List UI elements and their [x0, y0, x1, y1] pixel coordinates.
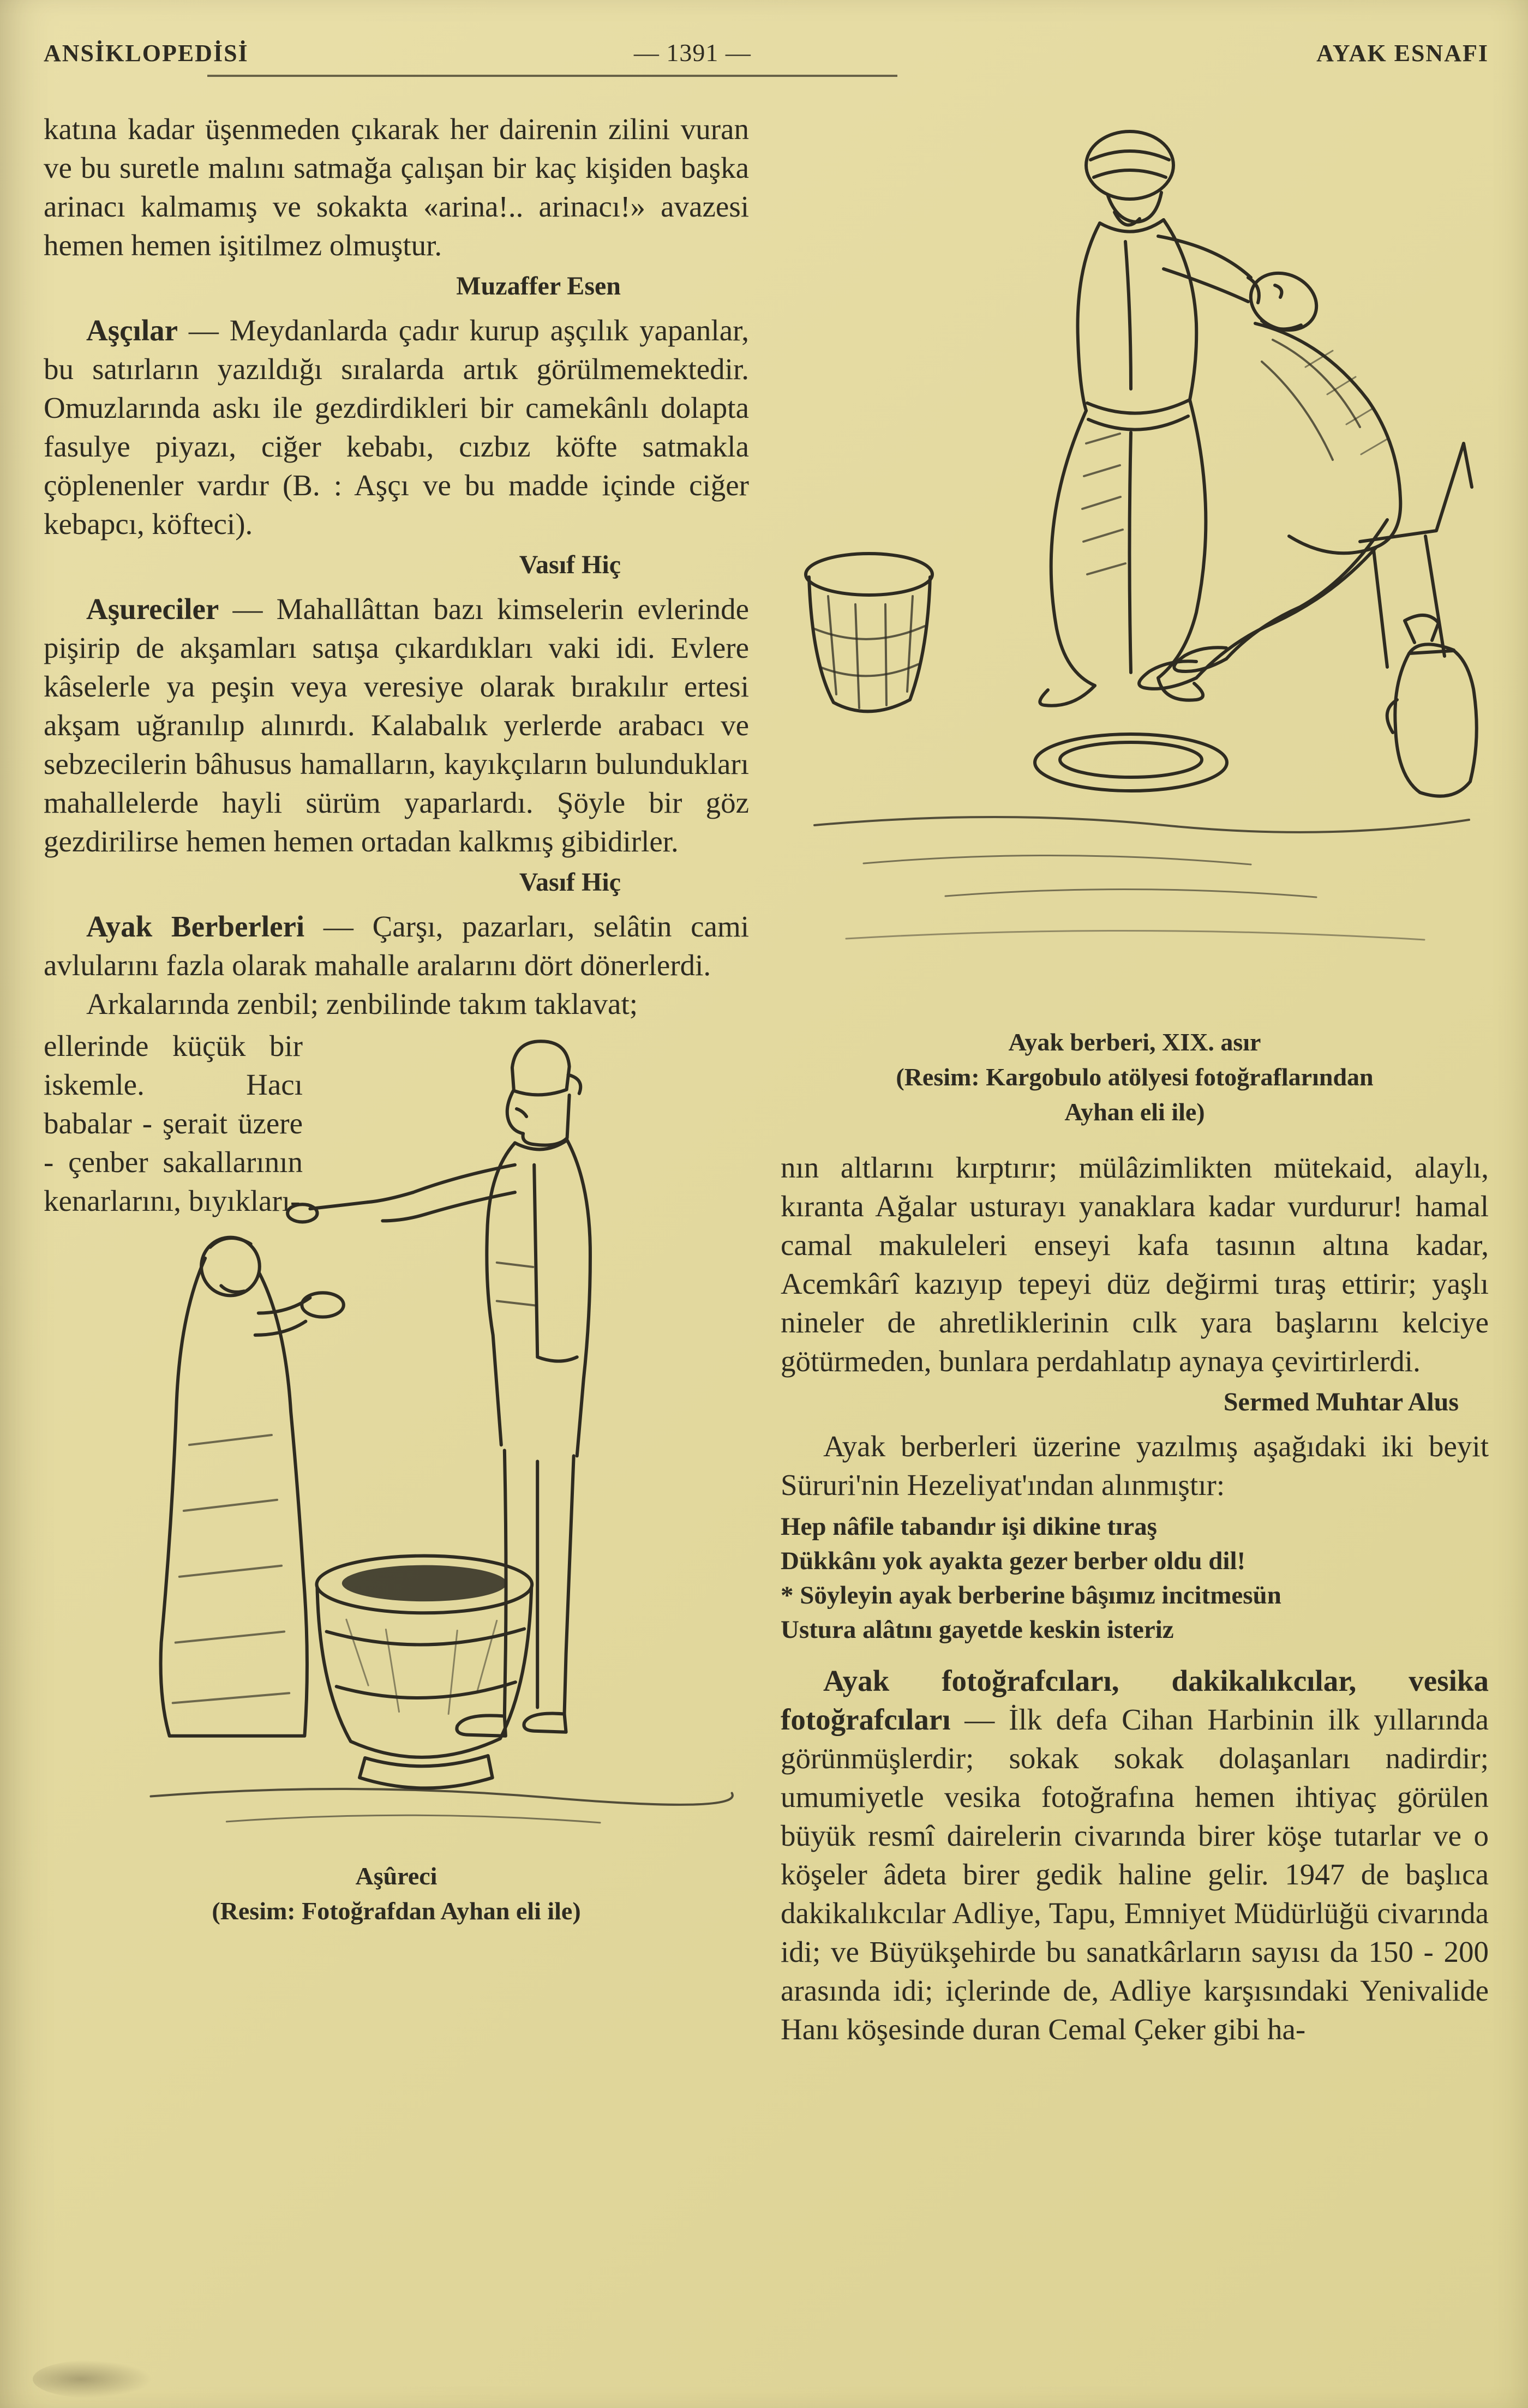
paragraph-arinaci-continuation: katına kadar üşenmeden çıkarak her dairenin zilini vuran ve bu suretle malını satmağa çalışan bir kaç kişiden başka arinacı kalmamış ve sokakta «arina!.. arinacı!» avazesi hemen hemen işitilmez olmuştur.: [44, 112, 749, 262]
paragraph-berber-continuation: nın altlarını kırptırır; mülâzimlikten mütekaid, alaylı, kıranta Ağalar usturayı yanaklara kadar vurdurur! hamal camal makuleleri enseyi kafa tasının altına kadar, Acemkârî kazıyıp tepeyi düz değirmi tıraş ettirir; yaşlı nineler de ahretliklerinin cılk yara başlarını kelciye götürmeden, bunlara perdahlatıp aynaya çevirtirlerdi.: [781, 1151, 1489, 1378]
entry-term-asureciler: Aşureciler: [86, 592, 219, 626]
paragraph-ayak-berberleri: Ayak Berberleri — Çarşı, pazarları, selâtin cami avlularını fazla olarak mahalle aralarını dört dönerlerdi.: [44, 910, 750, 982]
signature-vasif-hic-1: Vasıf Hiç: [519, 550, 621, 579]
verse-line-2: Dükkânı yok ayakta gezer berber oldu dil!: [781, 1547, 1246, 1575]
right-column: [781, 110, 1489, 2049]
asureci-illustration: [127, 1026, 749, 1834]
barber-illustration: [781, 104, 1489, 1020]
signature-muzaffer-esen: Muzaffer Esen: [456, 272, 621, 301]
barber-figure-block: [781, 104, 1489, 1020]
scan-smudge: [33, 2360, 153, 2398]
caption-credit-1: (Resim: Kargobulo atölyesi fotoğraflarından: [896, 1063, 1374, 1091]
caption-credit: (Resim: Fotoğrafdan Ayhan eli ile): [212, 1897, 581, 1925]
running-title: ANSİKLOPEDİSİ: [44, 40, 249, 67]
verse-line-4: Ustura alâtını gayetde keskin isteriz: [781, 1616, 1174, 1644]
verse-line-3: * Söyleyin ayak berberine bâşımız incitmesün: [781, 1581, 1281, 1610]
two-column-body: [44, 110, 1489, 2049]
asureci-figure-block: [44, 1026, 749, 1855]
caption-credit-2: Ayhan eli ile): [1064, 1098, 1205, 1126]
entry-term-ayak-fotografcilari: Ayak fotoğrafcıları, dakikalıkcılar, vesika fotoğrafcıları: [781, 1664, 1489, 1736]
paragraph-zenbil: Arkalarında zenbil; zenbilinde takım taklavat;: [86, 987, 638, 1020]
signature-vasif-hic-2: Vasıf Hiç: [519, 868, 621, 897]
paragraph-asureciler: Aşureciler — Mahallâttan bazı kimselerin evlerinde pişirip de akşamları satışa çıkardıkları vaki idi. Evlere kâselerle ya peşin veya veresiye olarak bırakılır ertesi akşam uğranılıp alınırdı. Kalabalık yerlerde arabacı ve sebzecilerin bâhusus hamalların, kayıkçıların bulundukları mahallelerde hayli sürüm yaparlardı. Şöyle bir göz gezdirilirse hemen hemen ortadan kalkmış gibidirler.: [44, 592, 749, 858]
left-column: [44, 110, 749, 2049]
caption-title: Aşûreci: [355, 1862, 438, 1890]
paragraph-ascilar: Aşçılar — Meydanlarda çadır kurup aşçılık yapanlar, bu satırların yazıldığı sıralarda artık görülmemektedir. Omuzlarında askı ile gezdirdikleri bir camekânlı dolapta fasulye piyazı, ciğer kebabı, cızbız köfte satmakla çöplenenler vardır (B. : Aşçı ve bu madde içinde ciğer kebapcı, köfteci).: [44, 314, 749, 541]
entry-term-ayak-berberleri: Ayak Berberleri: [86, 910, 305, 943]
asureci-figure-caption: [44, 1859, 749, 1929]
signature-sermed-muhtar-alus: Sermed Muhtar Alus: [1223, 1388, 1459, 1416]
article-title: AYAK ESNAFI: [1316, 40, 1489, 67]
page-header: [44, 38, 1489, 67]
entry-term-ascilar: Aşçılar: [86, 314, 178, 347]
paragraph-beyit-intro: Ayak berberleri üzerine yazılmış aşağıdaki iki beyit Süruri'nin Hezeliyat'ından alınmıştır:: [781, 1430, 1489, 1502]
page-number: — 1391 —: [633, 39, 751, 67]
caption-title: Ayak berberi, XIX. asır: [1008, 1028, 1261, 1056]
sururi-verse: [781, 1510, 1489, 1647]
barber-figure-caption: [781, 1025, 1489, 1130]
paragraph-ayak-fotografcilari: Ayak fotoğrafcıları, dakikalıkcılar, vesika fotoğrafcıları — İlk defa Cihan Harbinin ilk yıllarında görünmüşlerdir; sokak sokak dolaşanları nadirdir; umumiyetle vesika fotoğrafına hemen ihtiyaç görülen büyük resmî dairelerin civarında birer köşe tutarlar ve o köşeler âdeta birer gedik haline gelir. 1947 de başlıca dakikalıkcılar Adliye, Tapu, Emniyet Müdürlüğü civarında idi; ve Büyükşehirde bu sanatkârların sayısı da 150 - 200 arasında idi; içlerinde de, Adliye karşısındaki Yenivalide Hanı köşesinde duran Cemal Çeker gibi ha-: [781, 1664, 1489, 2046]
paragraph-wrapped-beside-figure: ellerinde küçük bir iskemle. Hacı babalar - şerait üzere - çenber sakallarının kenarlarını, bıyıkları-: [44, 1029, 303, 1217]
verse-line-1: Hep nâfile tabandır işi dikine tıraş: [781, 1512, 1157, 1541]
header-rule: [207, 75, 897, 77]
